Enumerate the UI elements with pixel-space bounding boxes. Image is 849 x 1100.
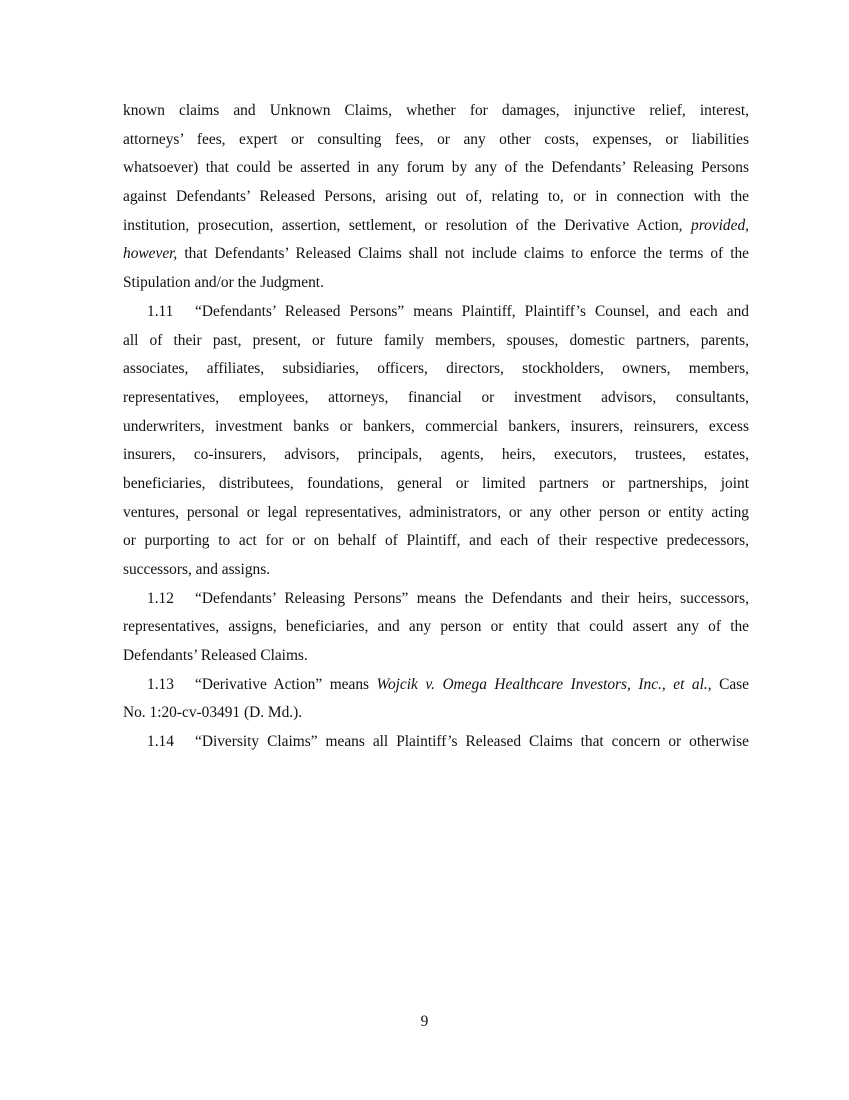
text-line: insurers, co-insurers, advisors, principals, agents, heirs, executors, trustees, estates,: [123, 446, 749, 464]
text-line: or purporting to act for or on behalf of Plaintiff, and each of their respective predecessors,: [123, 532, 749, 550]
text-run: institution, prosecution, assertion, settlement, or resolution of the Derivative Action,: [123, 216, 683, 234]
text-line: against Defendants’ Released Persons, arising out of, relating to, or in connection with the: [123, 188, 749, 206]
text-line: beneficiaries, distributees, foundations, general or limited partners or partnerships, joint: [123, 474, 749, 492]
section-1-14-heading-line: [123, 728, 749, 757]
text-line: all of their past, present, or future family members, spouses, domestic partners, parents,: [123, 331, 749, 349]
document-body: [123, 97, 749, 757]
text-line: attorneys’ fees, expert or consulting fees, or any other costs, expenses, or liabilities: [123, 130, 749, 148]
section-number: 1.11: [147, 302, 174, 320]
text-line: representatives, assigns, beneficiaries, and any person or entity that could assert any of the: [123, 618, 749, 636]
text-run: , Case: [707, 675, 749, 693]
section-number: 1.14: [147, 733, 174, 751]
case-name: Wojcik v. Omega Healthcare Investors, Inc., et al.: [376, 675, 708, 693]
text-run: “Defendants’ Released Persons” means Plaintiff, Plaintiff’s Counsel, and each and: [195, 302, 749, 320]
text-line: associates, affiliates, subsidiaries, officers, directors, stockholders, owners, members,: [123, 360, 749, 378]
text-line: Stipulation and/or the Judgment.: [123, 274, 324, 292]
text-line: Defendants’ Released Claims.: [123, 647, 308, 665]
text-run: “Defendants’ Releasing Persons” means the Defendants and their heirs, successors,: [195, 589, 749, 607]
page-number: 9: [420, 1013, 429, 1030]
text-run: “Diversity Claims” means all Plaintiff’s Released Claims that concern or otherwise: [195, 733, 749, 751]
text-run: that Defendants’ Released Claims shall not include claims to enforce the terms of the: [184, 245, 749, 263]
text-line: representatives, employees, attorneys, financial or investment advisors, consultants,: [123, 388, 749, 406]
text-line: No. 1:20-cv-03491 (D. Md.).: [123, 704, 303, 722]
section-number: 1.13: [147, 675, 174, 693]
text-line: whatsoever) that could be asserted in any forum by any of the Defendants’ Releasing Persons: [123, 159, 749, 177]
italic-run: however,: [123, 245, 178, 263]
section-1-11-heading-line: [123, 298, 749, 327]
italic-run: provided,: [691, 216, 749, 234]
text-line: [123, 240, 749, 269]
section-1-12-heading-line: [123, 585, 749, 614]
text-line: ventures, personal or legal representatives, administrators, or any other person or entity acting: [123, 503, 749, 521]
text-line: successors, and assigns.: [123, 561, 271, 578]
text-line: [123, 212, 749, 241]
text-line: known claims and Unknown Claims, whether for damages, injunctive relief, interest,: [123, 102, 749, 119]
section-number: 1.12: [147, 589, 174, 607]
text-run: “Derivative Action” means: [195, 675, 370, 693]
section-1-13-heading-line: [123, 671, 749, 700]
text-line: underwriters, investment banks or bankers, commercial bankers, insurers, reinsurers, excess: [123, 417, 749, 435]
